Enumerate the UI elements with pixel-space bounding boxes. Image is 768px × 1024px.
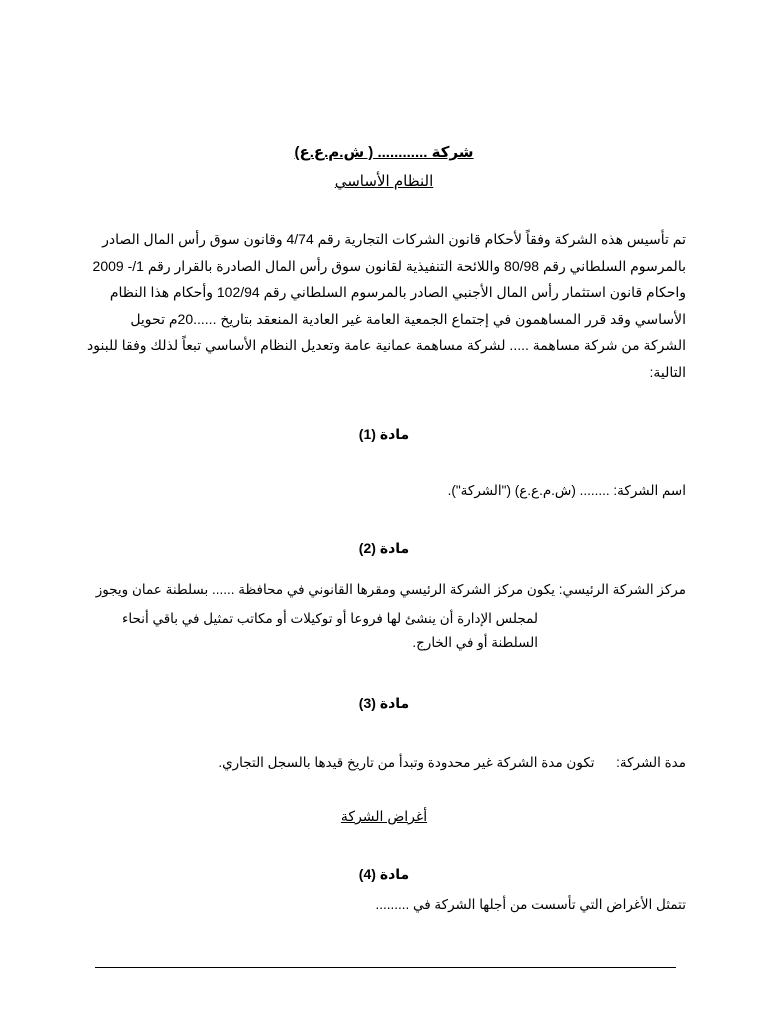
company-name-heading: شركة ............ ( ش.م.ع.ع) (294, 144, 474, 161)
article-2-text-2: لمجلس الإدارة أن ينشئ لها فروعا أو توكيلات أو مكاتب تمثيل في باقي أنحاء (122, 611, 538, 626)
article-3-body (218, 755, 686, 771)
article-1-text: ........ (ش.م.ع.ع) ("الشركة"). (447, 483, 610, 498)
footer-divider (95, 967, 676, 968)
article-1-body (448, 483, 686, 499)
article-2-label: مركز الشركة الرئيسي: (558, 582, 686, 597)
objectives-section-title: أغراض الشركة (340, 808, 428, 824)
article-4-text: تتمثل الأغراض التي تأسست من أجلها الشركة في ......... (375, 897, 686, 912)
article-3-text: تكون مدة الشركة غير محدودة وتبدأ من تاريخ قيدها بالسجل التجاري. (218, 755, 595, 770)
article-2-text-1: يكون مركز الشركة الرئيسي ومقرها القانوني في محافظة ...... بسلطنة عمان ويجوز (95, 582, 555, 597)
article-2-continuation (122, 607, 538, 655)
preamble-line-5: الشركة من شركة مساهمة ..... لشركة مساهمة عمانية عامة وتعديل النظام الأساسي تبعاً لذلك وفقا للبنود (87, 337, 686, 353)
article-2-body-line-1 (96, 582, 686, 598)
article-3-heading: مادة (3) (358, 695, 410, 711)
preamble-line-6: التالية: (649, 363, 686, 380)
document-title: النظام الأساسي (334, 173, 434, 190)
article-4-heading: مادة (4) (358, 866, 410, 882)
preamble-line-3: واحكام قانون استثمار رأس المال الأجنبي الصادر بالمرسوم السلطاني رقم 102/94 وأحكام هذا النظام (109, 284, 686, 300)
preamble-line-4: الأساسي وقد قرر المساهمون في إجتماع الجمعية العامة غير العادية المنعقد بتاريخ ......20م تحويل (130, 310, 686, 327)
preamble-paragraph (60, 226, 686, 385)
article-1-heading: مادة (1) (358, 426, 410, 442)
article-2-text-3: السلطنة أو في الخارج. (412, 635, 538, 650)
article-3-label: مدة الشركة: (616, 755, 686, 770)
preamble-line-1: تم تأسيس هذه الشركة وفقاً لأحكام قانون الشركات التجارية رقم 4/74 وقانون سوق رأس المال الصادر (102, 231, 686, 247)
article-1-label: اسم الشركة: (613, 483, 686, 498)
article-2-heading: مادة (2) (358, 540, 410, 556)
preamble-line-2: بالمرسوم السلطاني رقم 80/98 واللائحة التنفيذية لقانون سوق رأس المال الصادرة بالقرار رقم 1/- 2009 (92, 257, 686, 274)
